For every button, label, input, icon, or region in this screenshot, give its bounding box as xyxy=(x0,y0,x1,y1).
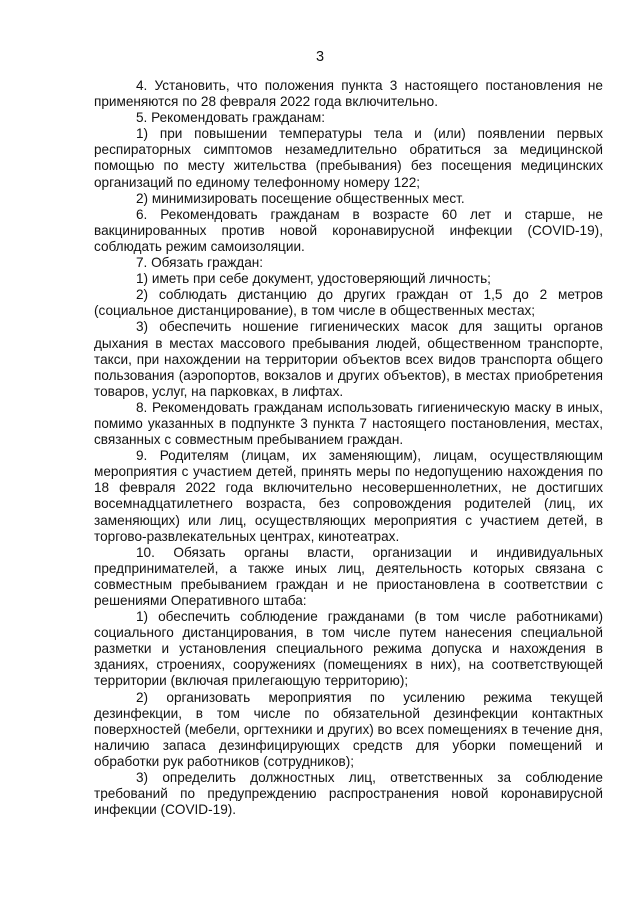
paragraph-10-1: 1) обеспечить соблюдение гражданами (в том числе работниками) социального дистанцирования, в том числе путем нанесения специальной разметки и установления специального режима допуска и нахождения в зданиях, строениях, сооружениях (помещениях в них), на соответствующей территории (включая прилегающую территорию); xyxy=(94,609,603,689)
paragraph-10-2: 2) организовать мероприятия по усилению режима текущей дезинфекции, в том числе по обязательной дезинфекции контактных поверхностей (мебели, оргтехники и других) во всех помещениях в течение дня, наличию запаса дезинфицирующих средств для уборки помещений и обработки рук работников (сотрудников); xyxy=(94,689,603,769)
paragraph-4: 4. Установить, что положения пункта 3 настоящего постановления не применяются по 28 февраля 2022 года включительно. xyxy=(94,78,603,110)
paragraph-5-2: 2) минимизировать посещение общественных мест. xyxy=(136,190,465,206)
paragraph-10: 10. Обязать органы власти, организации и индивидуальных предпринимателей, а также иных лиц, деятельность которых связана с совместным пребыванием граждан и не приостановлена в соответствии с решениями Оперативного штаба: xyxy=(94,544,603,608)
paragraph-7-2: 2) соблюдать дистанцию до других граждан от 1,5 до 2 метров (социальное дистанцирование), в том числе в общественных местах; xyxy=(94,287,603,319)
paragraph-8: 8. Рекомендовать гражданам использовать гигиеническую маску в иных, помимо указанных в подпункте 3 пункта 7 настоящего постановления, местах, связанных с совместным пребыванием граждан. xyxy=(94,399,603,448)
paragraph-7: 7. Обязать граждан: xyxy=(136,255,264,271)
paragraph-6: 6. Рекомендовать гражданам в возрасте 60 лет и старше, не вакцинированных против новой коронавирусной инфекции (COVID-19), соблюдать режим самоизоляции. xyxy=(94,206,603,254)
paragraph-7-1: 1) иметь при себе документ, удостоверяющий личность; xyxy=(136,271,491,287)
page-number: 3 xyxy=(315,49,325,65)
paragraph-5: 5. Рекомендовать гражданам: xyxy=(136,110,325,126)
paragraph-7-3: 3) обеспечить ношение гигиенических масок для защиты органов дыхания в местах массового пребывания людей, общественном транспорте, такси, при нахождении на территории объектов всех видов транспорта общего пользования (аэропортов, вокзалов и других объектов), в местах приобретения товаров, услуг, на парковках, в лифтах. xyxy=(94,319,603,399)
paragraph-9: 9. Родителям (лицам, их заменяющим), лицам, осуществляющим мероприятия с участием детей, принять меры по недопущению нахождения по 18 февраля 2022 года включительно несовершеннолетних, не достигших восемнадцатилетнего возраста, без сопровождения родителей (лиц, их заменяющих) или лиц, осуществляющих мероприятия с участием детей, в торгово-развлекательных центрах, кинотеатрах. xyxy=(94,448,603,544)
paragraph-5-1: 1) при повышении температуры тела и (или) появлении первых респираторных симптомов незамедлительно обратиться за медицинской помощью по месту жительства (пребывания) без посещения медицинских организаций по единому телефонному номеру 122; xyxy=(94,126,603,190)
document-body xyxy=(94,78,603,818)
paragraph-10-3: 3) определить должностных лиц, ответственных за соблюдение требований по предупреждению распространения новой коронавирусной инфекции (COVID-19). xyxy=(94,770,603,818)
